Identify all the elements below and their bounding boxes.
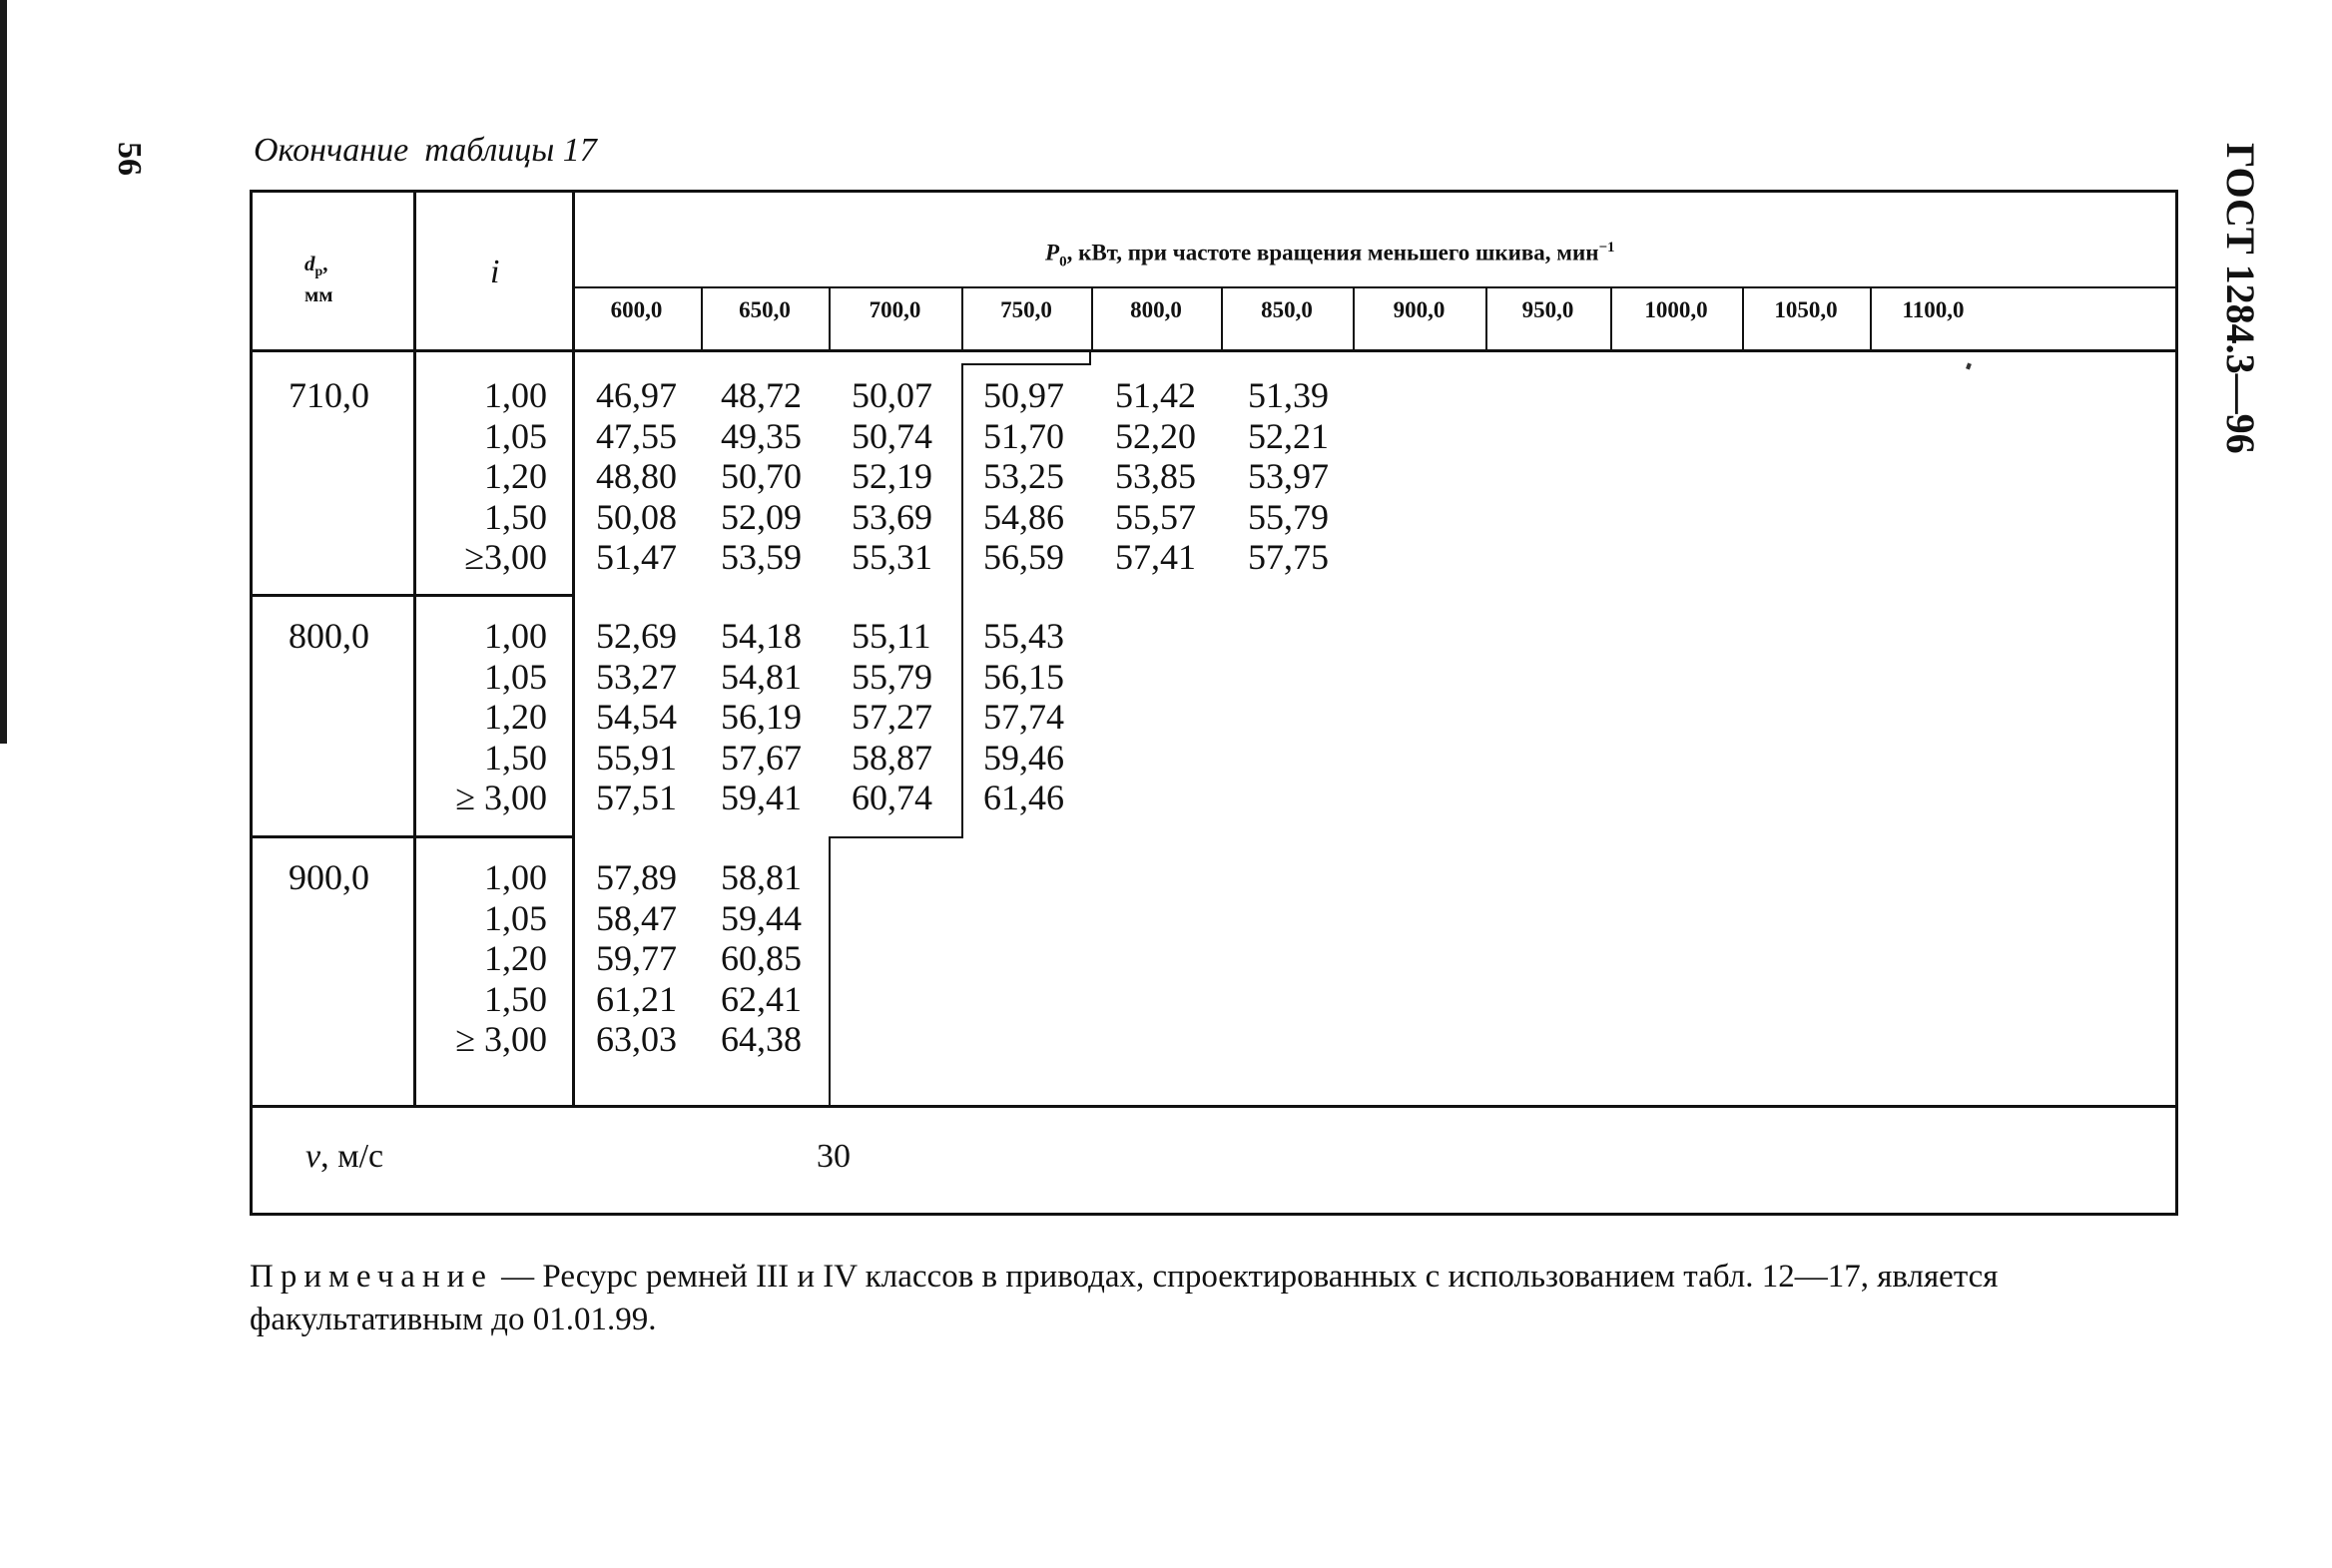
power-value-cell: 59,41 — [721, 778, 802, 817]
power-value-cell: 57,27 — [852, 697, 932, 737]
power-value-cell: 56,15 — [983, 656, 1064, 697]
header-diameter — [304, 252, 328, 280]
power-value-cell: 55,79 — [852, 656, 932, 697]
power-value-cell: 51,42 — [1115, 375, 1196, 415]
power-value-cell: 52,21 — [1248, 415, 1329, 456]
power-value-cell: 54,18 — [721, 616, 802, 656]
power-value-cell: 55,31 — [852, 537, 932, 577]
grid-line — [572, 190, 575, 1108]
header-power — [1045, 240, 1615, 270]
power-value-cell: 61,21 — [596, 978, 677, 1019]
table-note — [250, 1256, 2178, 1341]
power-value-cell: 57,75 — [1248, 537, 1329, 577]
grid-line — [572, 286, 2178, 288]
power-value-cell: 54,54 — [596, 697, 677, 737]
power-value-cell: 51,39 — [1248, 375, 1329, 415]
diameter-cell: 710,0 — [289, 375, 369, 415]
grid-line — [250, 594, 575, 597]
power-value-cell: 50,07 — [852, 375, 932, 415]
power-value-cell: 60,74 — [852, 778, 932, 817]
ratio-cell: 1,20 — [484, 456, 547, 496]
header-ratio: i — [490, 254, 500, 290]
power-value-cell: 53,25 — [983, 456, 1064, 496]
speed-unit: , м/с — [320, 1138, 384, 1175]
power-value-cell: 57,41 — [1115, 537, 1196, 577]
power-value-cell: 53,27 — [596, 656, 677, 697]
ratio-cell: 1,20 — [484, 938, 547, 978]
power-value-cell: 55,79 — [1248, 496, 1329, 537]
page-number: 56 — [111, 142, 148, 176]
speed-column-header: 1050,0 — [1774, 297, 1838, 322]
power-value-cell: 63,03 — [596, 1019, 677, 1059]
speed-column-header: 950,0 — [1521, 297, 1574, 322]
power-value-cell: 50,70 — [721, 456, 802, 496]
power-value-cell: 50,74 — [852, 415, 932, 456]
power-value-cell: 64,38 — [721, 1019, 802, 1059]
power-value-cell: 52,09 — [721, 496, 802, 537]
power-value-cell: 58,47 — [596, 897, 677, 938]
power-value-cell: 55,11 — [852, 616, 931, 656]
power-value-cell: 58,81 — [721, 857, 802, 897]
power-value-cell: 55,91 — [596, 737, 677, 778]
staircase-line — [961, 363, 1090, 365]
header-diameter-unit: мм — [304, 282, 333, 306]
grid-line — [250, 1105, 2178, 1108]
grid-line — [250, 349, 2178, 352]
power-value-cell: 49,35 — [721, 415, 802, 456]
power-value-cell: 48,72 — [721, 375, 802, 415]
speed-column-header: 650,0 — [739, 297, 791, 322]
power-exponent: −1 — [1598, 240, 1615, 256]
power-value-cell: 55,57 — [1115, 496, 1196, 537]
power-value-cell: 55,43 — [983, 616, 1064, 656]
caption-word-ending: Окончание — [254, 132, 409, 169]
power-value-cell: 53,97 — [1248, 456, 1329, 496]
power-value-cell: 50,97 — [983, 375, 1064, 415]
grid-line — [250, 835, 575, 838]
note-lead: Примечание — [250, 1259, 493, 1295]
speed-symbol: v — [305, 1138, 321, 1175]
ratio-cell: 1,00 — [484, 375, 547, 415]
power-value-cell: 54,86 — [983, 496, 1064, 537]
power-value-cell: 46,97 — [596, 375, 677, 415]
power-value-cell: 59,77 — [596, 938, 677, 978]
ratio-cell: ≥ 3,00 — [455, 1019, 547, 1059]
power-value-cell: 48,80 — [596, 456, 677, 496]
belt-speed-value: 30 — [817, 1138, 851, 1175]
power-value-cell: 57,74 — [983, 697, 1064, 737]
belt-speed-label — [305, 1138, 383, 1176]
power-value-cell: 57,51 — [596, 778, 677, 817]
power-value-cell: 52,20 — [1115, 415, 1196, 456]
staircase-line — [961, 363, 963, 838]
power-value-cell: 54,81 — [721, 656, 802, 697]
ratio-cell: 1,50 — [484, 978, 547, 1019]
power-description: , кВт, при частоте вращения меньшего шкива, мин — [1066, 240, 1599, 265]
staircase-line — [1089, 349, 1091, 365]
power-symbol: P — [1045, 240, 1060, 265]
ratio-cell: 1,50 — [484, 496, 547, 537]
diameter-comma: , — [322, 252, 328, 275]
note-text: — Ресурс ремней III и IV классов в приводах, спроектированных с использованием табл. 12—17, является факультативным до 01.01.99. — [250, 1259, 1999, 1337]
power-value-cell: 62,41 — [721, 978, 802, 1019]
ratio-cell: 1,05 — [484, 656, 547, 697]
speed-column-header: 1100,0 — [1902, 297, 1965, 322]
diameter-cell: 800,0 — [289, 616, 369, 656]
ratio-cell: 1,00 — [484, 857, 547, 897]
speed-column-header: 900,0 — [1393, 297, 1446, 322]
power-value-cell: 51,70 — [983, 415, 1064, 456]
speed-column-header: 700,0 — [869, 297, 921, 322]
power-value-cell: 53,59 — [721, 537, 802, 577]
power-subscript: 0 — [1059, 254, 1067, 270]
power-value-cell: 56,59 — [983, 537, 1064, 577]
power-value-cell: 57,67 — [721, 737, 802, 778]
power-value-cell: 52,69 — [596, 616, 677, 656]
power-value-cell: 53,69 — [852, 496, 932, 537]
power-value-cell: 60,85 — [721, 938, 802, 978]
ratio-cell: 1,50 — [484, 737, 547, 778]
caption-table-number: таблицы 17 — [424, 132, 597, 169]
staircase-line — [829, 836, 831, 1107]
table-caption — [254, 132, 597, 170]
diameter-cell: 900,0 — [289, 857, 369, 897]
ratio-cell: ≥ 3,00 — [455, 778, 547, 817]
ratio-cell: 1,05 — [484, 415, 547, 456]
ratio-cell: 1,20 — [484, 697, 547, 737]
power-value-cell: 56,19 — [721, 697, 802, 737]
ratio-cell: 1,05 — [484, 897, 547, 938]
power-value-cell: 52,19 — [852, 456, 932, 496]
grid-line — [413, 190, 416, 1108]
speed-column-header: 800,0 — [1130, 297, 1182, 322]
staircase-line — [829, 836, 963, 838]
power-value-cell: 59,44 — [721, 897, 802, 938]
ratio-cell: 1,00 — [484, 616, 547, 656]
power-value-cell: 51,47 — [596, 537, 677, 577]
document-code: ГОСТ 1284.3—96 — [2218, 143, 2263, 454]
scan-edge-mark — [0, 0, 7, 744]
power-value-cell: 50,08 — [596, 496, 677, 537]
speed-column-header: 1000,0 — [1644, 297, 1708, 322]
ratio-cell: ≥3,00 — [464, 537, 547, 577]
speed-column-header: 600,0 — [610, 297, 663, 322]
power-value-cell: 53,85 — [1115, 456, 1196, 496]
power-value-cell: 57,89 — [596, 857, 677, 897]
power-value-cell: 47,55 — [596, 415, 677, 456]
power-value-cell: 59,46 — [983, 737, 1064, 778]
diameter-subscript: р — [314, 264, 323, 280]
speed-column-header: 750,0 — [1000, 297, 1052, 322]
power-value-cell: 61,46 — [983, 778, 1064, 817]
speed-column-header: 850,0 — [1261, 297, 1313, 322]
power-value-cell: 58,87 — [852, 737, 932, 778]
diameter-symbol: d — [304, 252, 315, 275]
